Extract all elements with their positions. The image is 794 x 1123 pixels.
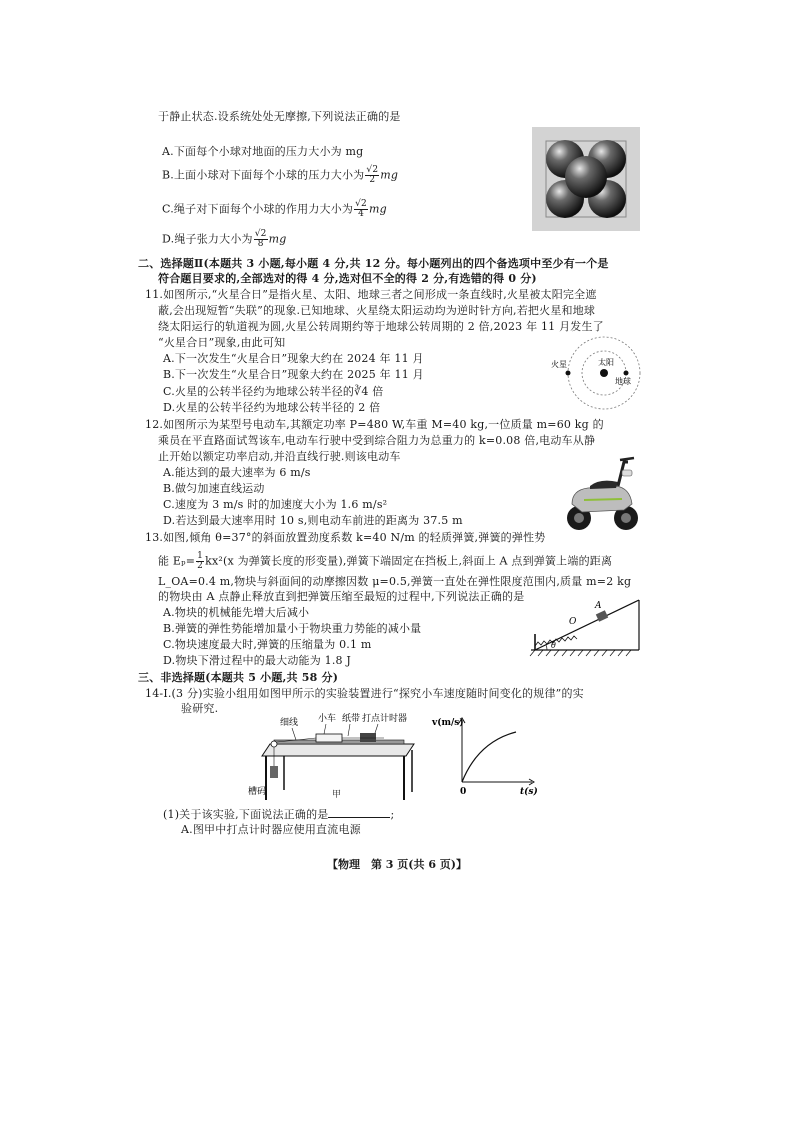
q14-label-tape: 纸带	[342, 714, 361, 724]
q11-stem-line1: 11.如图所示,“火星合日”是指火星、太阳、地球三者之间形成一条直线时,火星被太阳完全遮	[145, 288, 597, 301]
q14-stem-line1: 14-Ⅰ.(3 分)实验小组用如图甲所示的实验装置进行“探究小车速度随时间变化的规律”的实	[145, 687, 584, 700]
q11-label-earth: 地球	[615, 377, 631, 386]
q13-option-c: C.物块速度最大时,弹簧的压缩量为 0.1 m	[163, 638, 372, 651]
q12-stem-line2: 乘员在平直路面试驾该车,电动车行驶中受到综合阻力为总重力的 k=0.08 倍,电动车从静	[158, 434, 596, 447]
q13-stem-line4: 的物块由 A 点静止释放直到把弹簧压缩至最短的过程中,下列说法正确的是	[158, 590, 525, 603]
q13-incline-figure	[527, 598, 643, 660]
q13-option-d: D.物块下滑过程中的最大动能为 1.8 J	[163, 654, 352, 667]
q12-option-b: B.做匀加速直线运动	[163, 482, 265, 495]
q13-label-a: A	[595, 601, 602, 611]
q10-option-c: C.绳子对下面每个小球的作用力大小为 $\frac{√2}{4}$ mg	[162, 199, 387, 219]
q14-graph-origin: 0	[460, 787, 467, 797]
q12-stem-line1: 12.如图所示为某型号电动车,其额定功率 P=480 W,车重 M=40 kg,一位质量 m=60 kg 的	[145, 418, 604, 431]
q11-option-b: B.下一次发生“火星合日”现象大约在 2025 年 11 月	[163, 368, 424, 381]
q11-orbit-figure	[548, 336, 648, 414]
q13-label-theta: θ	[551, 641, 556, 650]
q13-option-a: A.物块的机械能先增大后减小	[163, 606, 310, 619]
q14-label-weight: 槽码	[248, 787, 267, 797]
q14-graph-t-label: t(s)	[520, 787, 538, 797]
q12-stem-line3: 止开始以额定功率启动,并沿直线行驶.则该电动车	[158, 450, 401, 463]
q12-option-a: A.能达到的最大速率为 6 m/s	[163, 466, 311, 479]
q14-label-cart: 小车	[318, 714, 337, 724]
q11-label-sun: 太阳	[598, 358, 614, 367]
section-2-heading-line2: 符合题目要求的,全部选对的得 4 分,选对但不全的得 2 分,有选错的得 0 分)	[158, 272, 537, 285]
q14-label-string: 细线	[280, 718, 299, 728]
q13-label-o: O	[569, 617, 577, 627]
q12-scooter-figure	[562, 452, 642, 534]
q10-option-d: D.绳子张力大小为 $\frac{√2}{8}$ mg	[162, 229, 287, 249]
q14-graph-v-label: v(m/s)	[432, 718, 464, 728]
q11-stem-line3: 绕太阳运行的轨道视为圆,火星公转周期约等于地球公转周期的 2 倍,2023 年 11 月发生了	[158, 320, 604, 333]
q14-label-timer: 打点计时器	[362, 714, 408, 724]
section-3-heading: 三、非选择题(本题共 5 小题,共 58 分)	[138, 671, 339, 684]
q14-vt-graph	[428, 712, 538, 798]
q11-option-d: D.火星的公转半径约为地球公转半径的 2 倍	[163, 401, 381, 414]
q14-sub1-answer-blank[interactable]	[328, 807, 390, 818]
q14-sub1: (1)关于该实验,下面说法正确的是 ;	[163, 808, 395, 821]
q13-stem-line1: 13.如图,倾角 θ=37°的斜面放置劲度系数 k=40 N/m 的轻质弹簧,弹簧的弹性势	[145, 531, 546, 544]
q13-option-b: B.弹簧的弹性势能增加量小于物块重力势能的减小量	[163, 622, 422, 635]
q10-option-b: B.上面小球对下面每个小球的压力大小为 $\frac{√2}{2}$ mg	[162, 165, 399, 185]
q12-option-d: D.若达到最大速率用时 10 s,则电动车前进的距离为 37.5 m	[163, 514, 463, 527]
q10-stem-tail: 于静止状态.设系统处处无摩擦,下列说法正确的是	[158, 110, 401, 123]
q11-option-c: C.火星的公转半径约为地球公转半径的∛4 倍	[163, 385, 384, 398]
q14-figure-caption: 甲	[332, 790, 342, 800]
q14-stem-line2: 验研究.	[181, 702, 219, 715]
q13-stem-line3: L_OA=0.4 m,物块与斜面间的动摩擦因数 μ=0.5,弹簧一直处在弹性限度范围内,质量 m=2 kg	[158, 575, 632, 588]
q11-label-mars: 火星	[551, 360, 567, 369]
q10-option-a: A.下面每个小球对地面的压力大小为 mg	[162, 145, 364, 158]
page-footer: 【物理 第 3 页(共 6 页)】	[326, 858, 468, 871]
section-2-heading-line1: 二、选择题Ⅱ(本题共 3 小题,每小题 4 分,共 12 分。每小题列出的四个备选项中至少有一个是	[138, 257, 609, 270]
q13-stem-line2: 能 Eₚ= $\frac{1}{2}$ kx²(x 为弹簧长度的形变量),弹簧下端固定在挡板上,斜面上 A 点到弹簧上端的距离	[158, 551, 613, 571]
q11-stem-line2: 蔽,会出现短暂“失联”的现象.已知地球、火星绕太阳运动均为逆时针方向,若把火星和地球	[158, 304, 596, 317]
q11-stem-line4: “火星合日”现象,由此可知	[158, 336, 286, 349]
q14-sub1-option-a: A.图甲中打点计时器应使用直流电源	[181, 823, 361, 836]
q10-spheres-figure	[532, 127, 640, 231]
q12-option-c: C.速度为 3 m/s 时的加速度大小为 1.6 m/s²	[163, 498, 388, 511]
q11-option-a: A.下一次发生“火星合日”现象大约在 2024 年 11 月	[163, 352, 424, 365]
